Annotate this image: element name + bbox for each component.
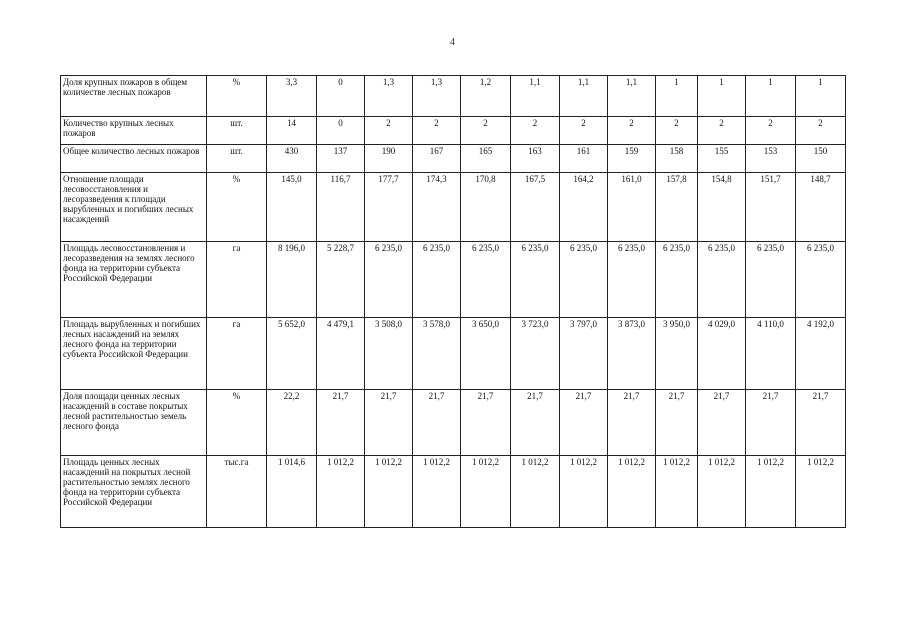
value-cell: 1,1 xyxy=(608,76,656,117)
value-cell: 1 012,2 xyxy=(317,456,365,528)
indicator-name-cell: Количество крупных лесных пожаров xyxy=(61,117,207,145)
value-cell: 165 xyxy=(461,145,511,173)
value-cell: 1 012,2 xyxy=(608,456,656,528)
value-cell: 21,7 xyxy=(365,390,413,456)
value-cell: 6 235,0 xyxy=(656,242,698,318)
indicator-name-cell: Площадь вырубленных и погибших лесных насаждений на землях лесного фонда на территории субъекта Российской Федерации xyxy=(61,318,207,390)
value-cell: 21,7 xyxy=(656,390,698,456)
value-cell: 1 012,2 xyxy=(413,456,461,528)
value-cell: 2 xyxy=(796,117,846,145)
indicator-name-cell: Общее количество лесных пожаров xyxy=(61,145,207,173)
indicators-table xyxy=(60,75,846,528)
table-row xyxy=(61,173,846,242)
value-cell: 1 xyxy=(656,76,698,117)
value-cell: 1 012,2 xyxy=(746,456,796,528)
value-cell: 6 235,0 xyxy=(560,242,608,318)
value-cell: 153 xyxy=(746,145,796,173)
value-cell: 170,8 xyxy=(461,173,511,242)
value-cell: 6 235,0 xyxy=(796,242,846,318)
value-cell: 1,1 xyxy=(560,76,608,117)
page-number: 4 xyxy=(450,37,455,48)
value-cell: 151,7 xyxy=(746,173,796,242)
value-cell: 190 xyxy=(365,145,413,173)
value-cell: 137 xyxy=(317,145,365,173)
value-cell: 21,7 xyxy=(560,390,608,456)
value-cell: 5 228,7 xyxy=(317,242,365,318)
value-cell: 161,0 xyxy=(608,173,656,242)
value-cell: 3 508,0 xyxy=(365,318,413,390)
table-row xyxy=(61,242,846,318)
value-cell: 3 650,0 xyxy=(461,318,511,390)
value-cell: 2 xyxy=(656,117,698,145)
value-cell: 2 xyxy=(746,117,796,145)
value-cell: 21,7 xyxy=(461,390,511,456)
value-cell: 3 578,0 xyxy=(413,318,461,390)
indicator-name-cell: Доля площади ценных лесных насаждений в составе покрытых лесной растительностью земель лесного фонда xyxy=(61,390,207,456)
indicator-name-cell: Доля крупных пожаров в общем количестве лесных пожаров xyxy=(61,76,207,117)
value-cell: 6 235,0 xyxy=(461,242,511,318)
value-cell: 1,1 xyxy=(511,76,560,117)
value-cell: 174,3 xyxy=(413,173,461,242)
value-cell: 1 012,2 xyxy=(656,456,698,528)
value-cell: 5 652,0 xyxy=(267,318,317,390)
value-cell: 154,8 xyxy=(698,173,746,242)
value-cell: 21,7 xyxy=(608,390,656,456)
unit-cell: шт. xyxy=(207,145,267,173)
indicator-name-cell: Площадь ценных лесных насаждений на покрытых лесной растительностью землях лесного фонда на территории субъекта Российской Федерации xyxy=(61,456,207,528)
table-body xyxy=(61,76,846,528)
unit-cell: га xyxy=(207,242,267,318)
value-cell: 1 012,2 xyxy=(560,456,608,528)
value-cell: 1 xyxy=(698,76,746,117)
value-cell: 161 xyxy=(560,145,608,173)
value-cell: 21,7 xyxy=(746,390,796,456)
value-cell: 1 012,2 xyxy=(511,456,560,528)
value-cell: 21,7 xyxy=(796,390,846,456)
table-row xyxy=(61,117,846,145)
value-cell: 1 xyxy=(746,76,796,117)
value-cell: 2 xyxy=(365,117,413,145)
value-cell: 1 012,2 xyxy=(698,456,746,528)
value-cell: 6 235,0 xyxy=(511,242,560,318)
value-cell: 0 xyxy=(317,117,365,145)
value-cell: 148,7 xyxy=(796,173,846,242)
value-cell: 2 xyxy=(698,117,746,145)
value-cell: 1 012,2 xyxy=(461,456,511,528)
value-cell: 6 235,0 xyxy=(413,242,461,318)
unit-cell: % xyxy=(207,76,267,117)
value-cell: 1 xyxy=(796,76,846,117)
value-cell: 2 xyxy=(560,117,608,145)
value-cell: 2 xyxy=(511,117,560,145)
indicator-name-cell: Площадь лесовосстановления и лесоразведения на землях лесного фонда на территории субъекта Российской Федерации xyxy=(61,242,207,318)
value-cell: 1 012,2 xyxy=(365,456,413,528)
value-cell: 21,7 xyxy=(511,390,560,456)
value-cell: 1 014,6 xyxy=(267,456,317,528)
value-cell: 4 110,0 xyxy=(746,318,796,390)
value-cell: 155 xyxy=(698,145,746,173)
value-cell: 4 479,1 xyxy=(317,318,365,390)
value-cell: 164,2 xyxy=(560,173,608,242)
value-cell: 2 xyxy=(608,117,656,145)
value-cell: 159 xyxy=(608,145,656,173)
value-cell: 150 xyxy=(796,145,846,173)
value-cell: 8 196,0 xyxy=(267,242,317,318)
value-cell: 6 235,0 xyxy=(365,242,413,318)
table-row xyxy=(61,456,846,528)
value-cell: 177,7 xyxy=(365,173,413,242)
value-cell: 116,7 xyxy=(317,173,365,242)
value-cell: 4 029,0 xyxy=(698,318,746,390)
value-cell: 158 xyxy=(656,145,698,173)
value-cell: 6 235,0 xyxy=(608,242,656,318)
value-cell: 1,3 xyxy=(413,76,461,117)
value-cell: 6 235,0 xyxy=(746,242,796,318)
value-cell: 6 235,0 xyxy=(698,242,746,318)
unit-cell: % xyxy=(207,173,267,242)
value-cell: 0 xyxy=(317,76,365,117)
value-cell: 21,7 xyxy=(698,390,746,456)
value-cell: 163 xyxy=(511,145,560,173)
value-cell: 167 xyxy=(413,145,461,173)
value-cell: 3,3 xyxy=(267,76,317,117)
value-cell: 1 012,2 xyxy=(796,456,846,528)
value-cell: 430 xyxy=(267,145,317,173)
unit-cell: % xyxy=(207,390,267,456)
value-cell: 1,2 xyxy=(461,76,511,117)
value-cell: 4 192,0 xyxy=(796,318,846,390)
table-row xyxy=(61,145,846,173)
value-cell: 21,7 xyxy=(413,390,461,456)
unit-cell: тыс.га xyxy=(207,456,267,528)
indicator-name-cell: Отношение площади лесовосстановления и лесоразведения к площади вырубленных и погибших лесных насаждений xyxy=(61,173,207,242)
value-cell: 22,2 xyxy=(267,390,317,456)
value-cell: 3 873,0 xyxy=(608,318,656,390)
value-cell: 145,0 xyxy=(267,173,317,242)
table-row xyxy=(61,390,846,456)
unit-cell: шт. xyxy=(207,117,267,145)
value-cell: 157,8 xyxy=(656,173,698,242)
value-cell: 14 xyxy=(267,117,317,145)
value-cell: 21,7 xyxy=(317,390,365,456)
table-row xyxy=(61,76,846,117)
value-cell: 2 xyxy=(413,117,461,145)
value-cell: 167,5 xyxy=(511,173,560,242)
value-cell: 3 950,0 xyxy=(656,318,698,390)
value-cell: 3 723,0 xyxy=(511,318,560,390)
unit-cell: га xyxy=(207,318,267,390)
value-cell: 1,3 xyxy=(365,76,413,117)
value-cell: 2 xyxy=(461,117,511,145)
value-cell: 3 797,0 xyxy=(560,318,608,390)
table-row xyxy=(61,318,846,390)
